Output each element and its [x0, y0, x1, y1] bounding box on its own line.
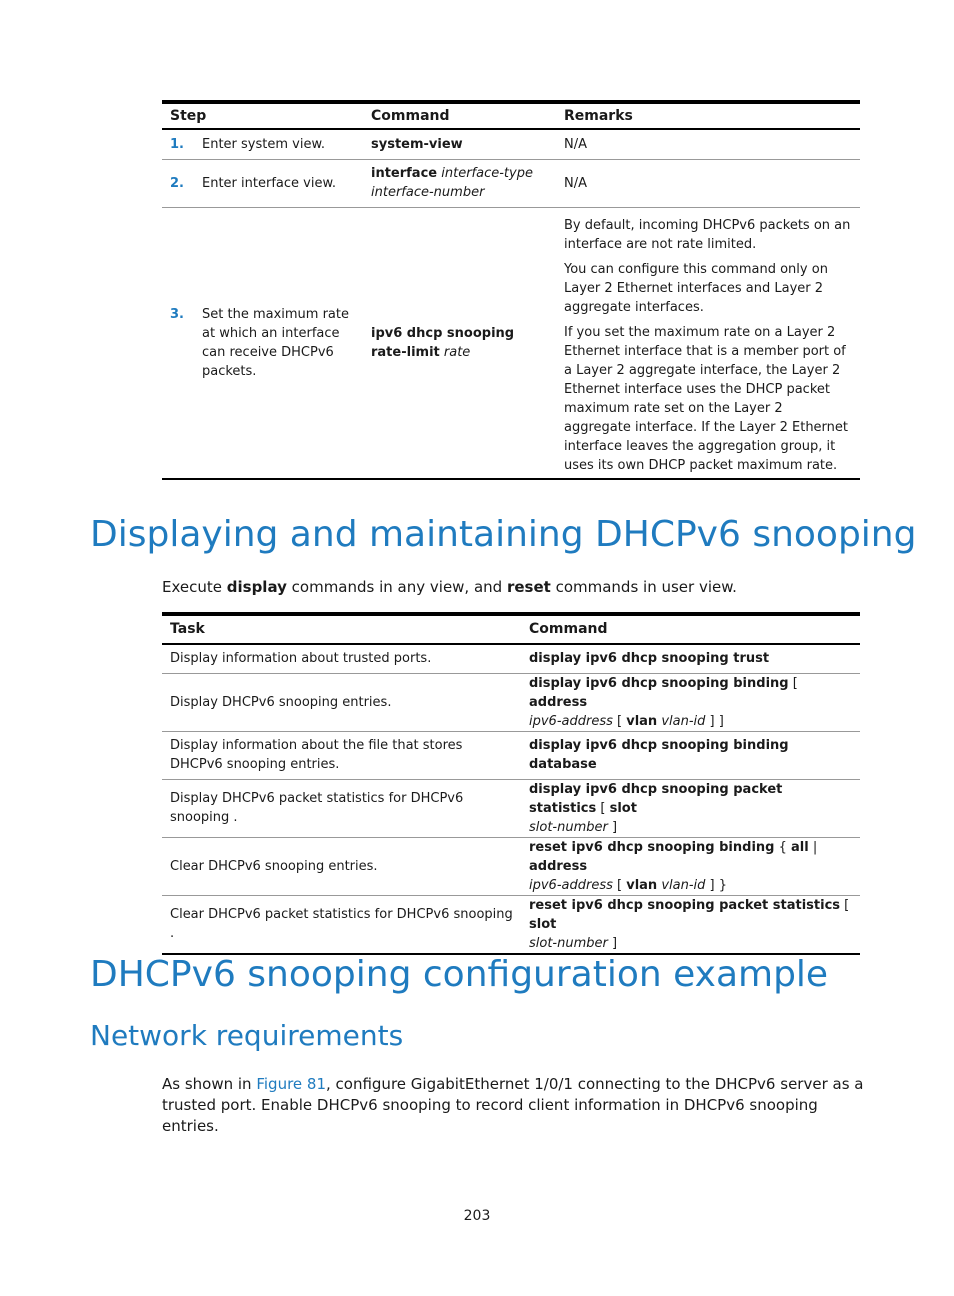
step-cell [162, 159, 363, 207]
command-arg: vlan-id [657, 713, 706, 729]
paragraph-text: , configure GigabitEthernet 1/0/1 connecting to the DHCPv6 server as a trusted port. Enable DHCPv6 snooping to record client information in DHCPv6 snooping entries. [162, 1075, 864, 1135]
step-cell [162, 207, 363, 479]
command-arg: ipv6-address [529, 877, 613, 893]
step-number: 1. [170, 136, 184, 152]
command-cell: display ipv6 dhcp snooping trust [529, 651, 770, 667]
header-command: Command [371, 107, 450, 124]
step-description: Enter system view. [202, 136, 326, 152]
command-keyword: vlan [626, 713, 658, 729]
table-row [162, 837, 860, 895]
table-header-row [162, 614, 860, 644]
command-arg: slot-number [529, 819, 608, 835]
remark-paragraph: You can configure this command only on Layer 2 Ethernet interfaces and Layer 2 aggregate interfaces. [564, 262, 828, 316]
command-keyword: ipv6 dhcp snooping [371, 325, 515, 341]
command-arg: interface-type [441, 166, 533, 181]
header-task: Task [170, 621, 205, 637]
section-title-display-maintain: Displaying and maintaining DHCPv6 snooping [90, 514, 917, 555]
command-cell [521, 779, 860, 837]
command-punct: [ [596, 800, 610, 816]
command-cell [363, 207, 556, 479]
table-header-row [162, 102, 860, 129]
task-cell: Clear DHCPv6 snooping entries. [170, 858, 378, 874]
task-cell: Display DHCPv6 snooping entries. [170, 694, 392, 710]
table-row [162, 779, 860, 837]
remark-cell: N/A [564, 136, 587, 152]
remark-cell [556, 207, 860, 479]
command-keyword: reset ipv6 dhcp snooping binding [529, 839, 775, 855]
intro-text: commands in any view, and [286, 578, 507, 596]
command-keyword: display ipv6 dhcp snooping packet statistics [529, 781, 783, 816]
command-arg: slot-number [529, 935, 608, 951]
step-cell [162, 129, 363, 159]
remark-paragraph: If you set the maximum rate on a Layer 2 Ethernet interface that is a member port of a Layer 2 aggregate interface, the Layer 2 Ethernet interface uses the DHCP packet maximum rate set on the Layer 2 aggregate interface. If the Layer 2 Ethernet interface leaves the aggregation group, it uses its own DHCP packet maximum rate. [564, 325, 849, 474]
command-arg: ipv6-address [529, 713, 613, 729]
command-punct: ] [607, 935, 618, 951]
command-cell [521, 673, 860, 731]
figure-link[interactable]: Figure 81 [256, 1075, 326, 1093]
remark-paragraph: By default, incoming DHCPv6 packets on an interface are not rate limited. [564, 218, 851, 253]
command-punct: | [808, 839, 818, 855]
table-row [162, 159, 860, 207]
page-number: 203 [463, 1208, 491, 1224]
table-row [162, 129, 860, 159]
command-punct: [ [612, 713, 627, 729]
command-keyword: display ipv6 dhcp snooping binding [529, 675, 789, 691]
step-description: Set the maximum rate at which an interface can receive DHCPv6 packets. [202, 306, 349, 379]
command-cell [521, 837, 860, 895]
section-title-config-example: DHCPv6 snooping configuration example [90, 954, 829, 995]
command-keyword: address [529, 858, 588, 874]
header-remarks: Remarks [564, 107, 633, 124]
step-number: 2. [170, 175, 184, 191]
config-steps-table [162, 100, 860, 480]
intro-keyword: reset [506, 578, 551, 596]
intro-text: Execute [162, 578, 227, 596]
command-keyword: interface [371, 166, 438, 181]
task-cell: Display information about trusted ports. [170, 651, 432, 667]
command-keyword: slot [529, 916, 557, 932]
header-command: Command [529, 621, 608, 637]
command-cell: display ipv6 dhcp snooping binding database [529, 738, 789, 772]
command-punct: [ [840, 897, 850, 913]
command-cell [363, 159, 556, 207]
remark-cell: N/A [564, 175, 587, 191]
command-punct: [ [612, 877, 627, 893]
command-punct: ] ] [705, 713, 724, 729]
command-keyword: rate-limit [371, 344, 440, 360]
command-arg: rate [443, 344, 471, 360]
table-row [162, 731, 860, 779]
table-row [162, 207, 860, 479]
paragraph-text: As shown in [162, 1075, 257, 1093]
display-commands-table [162, 612, 860, 955]
task-cell: Display DHCPv6 packet statistics for DHCPv6 snooping . [170, 791, 464, 825]
command-keyword: all [791, 839, 809, 855]
command-keyword: vlan [626, 877, 658, 893]
requirements-paragraph [162, 1074, 874, 1137]
table-row [162, 673, 860, 731]
command-arg: interface-number [371, 185, 485, 200]
command-keyword: address [529, 694, 588, 710]
command-punct: { [774, 839, 792, 855]
command-keyword: slot [609, 800, 637, 816]
step-number: 3. [170, 306, 184, 322]
step-description: Enter interface view. [202, 175, 337, 191]
task-cell: Display information about the file that stores DHCPv6 snooping entries. [170, 738, 463, 772]
table-row [162, 895, 860, 954]
command-cell: system-view [371, 136, 463, 152]
command-keyword: reset ipv6 dhcp snooping packet statistics [529, 897, 841, 913]
intro-paragraph [162, 577, 737, 598]
table-row [162, 644, 860, 673]
task-cell: Clear DHCPv6 packet statistics for DHCPv6 snooping . [170, 907, 513, 941]
command-punct: ] } [705, 877, 728, 893]
header-step: Step [170, 107, 207, 124]
intro-text: commands in user view. [550, 578, 737, 596]
intro-keyword: display [226, 578, 287, 596]
command-arg: vlan-id [657, 877, 706, 893]
command-punct: [ [788, 675, 798, 691]
section-title-network-requirements: Network requirements [90, 1019, 404, 1052]
command-cell [521, 895, 860, 954]
command-punct: ] [607, 819, 618, 835]
